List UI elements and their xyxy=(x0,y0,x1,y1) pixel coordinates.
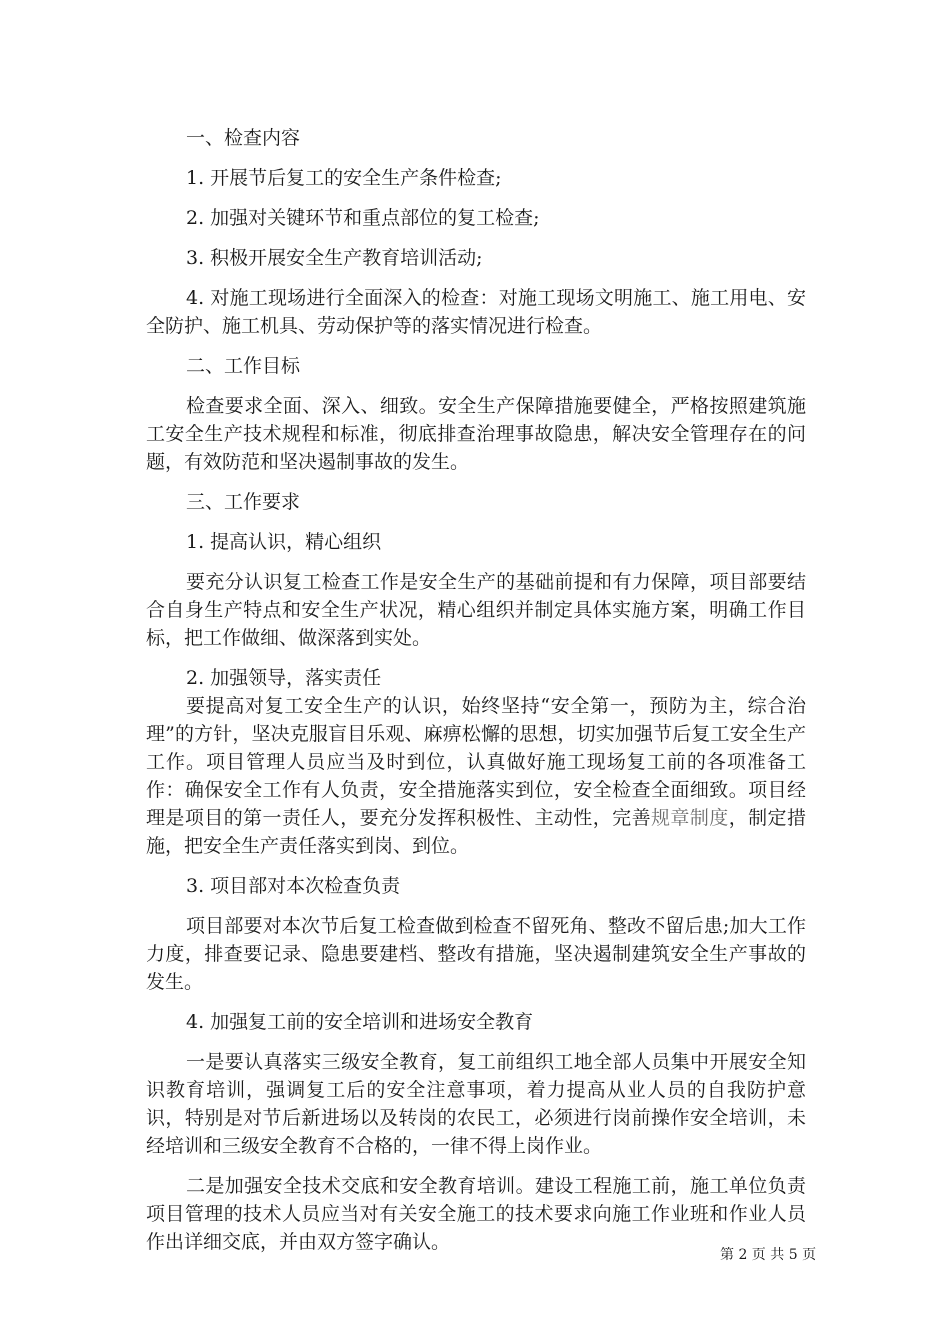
paragraph: 二是加强安全技术交底和安全教育培训。建设工程施工前，施工单位负责项目管理的技术人员应当对有关安全施工的技术要求向施工作业班和作业人员作出详细交底，并由双方签字确认。 xyxy=(146,1175,806,1253)
page-number: 第 2 页 共 5 页 xyxy=(720,1247,817,1263)
paragraph-text-gray: 规章制度 xyxy=(651,807,729,829)
paragraph: 一是要认真落实三级安全教育，复工前组织工地全部人员集中开展安全知识教育培训，强调复工后的安全注意事项，着力提高从业人员的自我防护意识，特别是对节后新进场以及转岗的农民工，必须进行岗前操作安全培训，未经培训和三级安全教育不合格的，一律不得上岗作业。 xyxy=(146,1051,806,1157)
subheading: 2. 加强领导，落实责任 xyxy=(186,667,382,689)
list-item: 3. 积极开展安全生产教育培训活动; xyxy=(186,247,483,269)
subheading: 4. 加强复工前的安全培训和进场安全教育 xyxy=(186,1011,534,1033)
paragraph-text: 要提高对复工安全生产的认识，始终坚持“安全第一，预防为主，综合治理”的方针，坚决克服盲目乐观、麻痹松懈的思想，切实加强节后复工安全生产工作。项目管理人员应当及时到位，认真做好施工现场复工前的各项准备工作：确保安全工作有人负责，安全措施落实到位，安全检查全面细致。项目经理是项目的第一责任人，要充分发挥积极性、主动性，完善 xyxy=(146,695,806,829)
document-body xyxy=(146,124,806,1256)
paragraph: 检查要求全面、深入、细致。安全生产保障措施要健全，严格按照建筑施工安全生产技术规程和标准，彻底排查治理事故隐患，解决安全管理存在的问题，有效防范和坚决遏制事故的发生。 xyxy=(146,395,806,473)
paragraph: 项目部要对本次节后复工检查做到检查不留死角、整改不留后患;加大工作力度，排查要记录、隐患要建档、整改有措施，坚决遏制建筑安全生产事故的发生。 xyxy=(146,915,806,993)
section-heading-work-goal: 二、工作目标 xyxy=(186,355,301,377)
subheading: 3. 项目部对本次检查负责 xyxy=(186,875,401,897)
subheading: 1. 提高认识，精心组织 xyxy=(186,531,382,553)
list-item: 1. 开展节后复工的安全生产条件检查; xyxy=(186,167,502,189)
list-item: 4. 对施工现场进行全面深入的检查：对施工现场文明施工、施工用电、安全防护、施工机具、劳动保护等的落实情况进行检查。 xyxy=(146,287,806,337)
section-heading-inspection-content: 一、检查内容 xyxy=(186,127,301,149)
paragraph: 要充分认识复工检查工作是安全生产的基础前提和有力保障，项目部要结合自身生产特点和安全生产状况，精心组织并制定具体实施方案，明确工作目标，把工作做细、做深落到实处。 xyxy=(146,571,806,649)
paragraph-text: ，制定措施，把安全生产责任落实到岗、到位。 xyxy=(146,807,806,857)
section-heading-work-requirements: 三、工作要求 xyxy=(186,491,301,513)
list-item: 2. 加强对关键环节和重点部位的复工检查; xyxy=(186,207,540,229)
paragraph xyxy=(146,692,806,860)
